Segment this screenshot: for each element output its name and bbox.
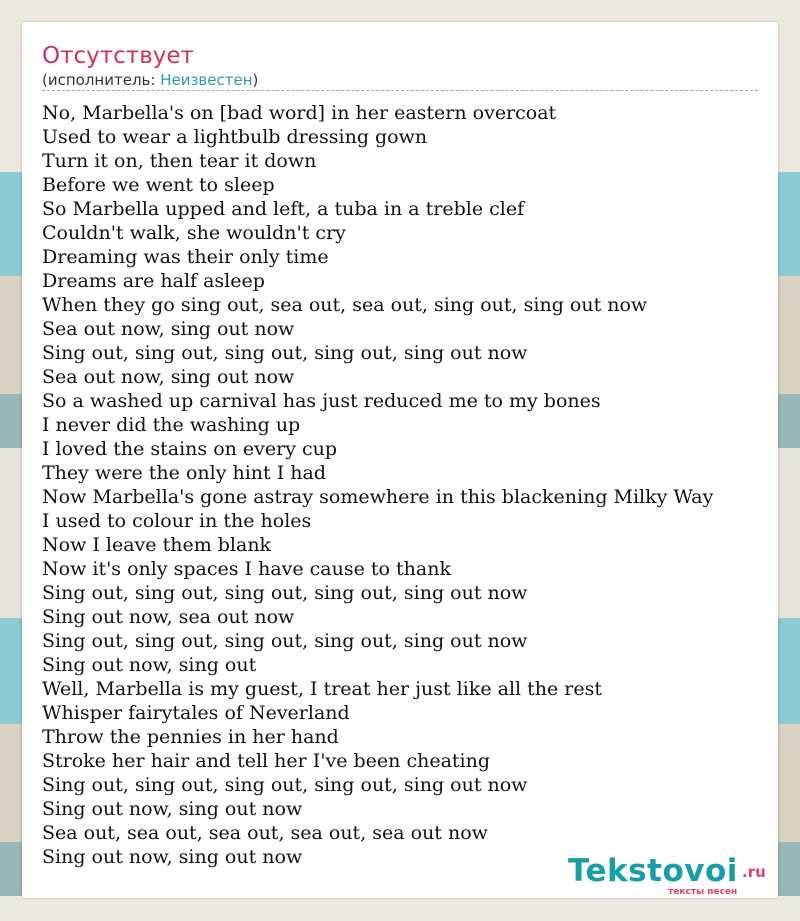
lyric-line: Sing out, sing out, sing out, sing out, sing out now <box>42 774 528 796</box>
lyric-line: No, Marbella's on [bad word] in her eastern overcoat <box>42 102 557 124</box>
lyric-line: Dreams are half asleep <box>42 270 265 292</box>
lyric-line: Now it's only spaces I have cause to thank <box>42 558 451 580</box>
lyrics-card <box>22 22 778 898</box>
lyric-line: I never did the washing up <box>42 414 301 436</box>
artist-link[interactable]: Неизвестен <box>160 71 253 89</box>
lyric-line: Sing out, sing out, sing out, sing out, sing out now <box>42 582 528 604</box>
logo-domain: .ru <box>742 863 766 881</box>
lyric-line: They were the only hint I had <box>42 462 326 484</box>
artist-line <box>42 70 258 90</box>
lyric-line: Sing out now, sing out now <box>42 846 303 868</box>
song-title: Отсутствует <box>42 43 194 69</box>
lyric-line: Sing out now, sing out now <box>42 798 303 820</box>
lyric-line: Sea out, sea out, sea out, sea out, sea out now <box>42 822 488 844</box>
lyric-line: Now I leave them blank <box>42 534 272 556</box>
lyric-line: Dreaming was their only time <box>42 246 329 268</box>
lyrics-text <box>42 101 713 869</box>
lyric-line: Used to wear a lightbulb dressing gown <box>42 126 428 148</box>
lyric-line: Before we went to sleep <box>42 174 275 196</box>
artist-prefix: (исполнитель: <box>42 71 161 89</box>
lyric-line: Whisper fairytales of Neverland <box>42 702 350 724</box>
lyric-line: Sing out now, sing out <box>42 654 257 676</box>
lyric-line: Sing out now, sea out now <box>42 606 295 628</box>
stripe-light <box>0 896 800 921</box>
lyric-line: So a washed up carnival has just reduced me to my bones <box>42 390 601 412</box>
artist-suffix: ) <box>252 71 259 89</box>
lyric-line: Turn it on, then tear it down <box>42 150 317 172</box>
lyric-line: Sea out now, sing out now <box>42 366 295 388</box>
logo-tagline: тексты песен <box>668 887 738 897</box>
lyric-line: Sing out, sing out, sing out, sing out, sing out now <box>42 630 528 652</box>
lyric-line: Stroke her hair and tell her I've been cheating <box>42 750 491 772</box>
lyric-line: I loved the stains on every cup <box>42 438 338 460</box>
lyric-line: Sing out, sing out, sing out, sing out, sing out now <box>42 342 528 364</box>
lyric-line: When they go sing out, sea out, sea out, sing out, sing out now <box>42 294 648 316</box>
logo-wordmark: Tekstovoi <box>568 853 738 889</box>
lyric-line: Couldn't walk, she wouldn't cry <box>42 222 346 244</box>
lyric-line: Throw the pennies in her hand <box>42 726 339 748</box>
lyric-line: Now Marbella's gone astray somewhere in this blackening Milky Way <box>42 486 714 508</box>
lyric-line: I used to colour in the holes <box>42 510 312 532</box>
lyric-line: Well, Marbella is my guest, I treat her just like all the rest <box>42 678 603 700</box>
lyric-line: Sea out now, sing out now <box>42 318 295 340</box>
title-divider <box>42 90 758 91</box>
site-logo[interactable] <box>568 853 778 897</box>
lyric-line: So Marbella upped and left, a tuba in a treble clef <box>42 198 525 220</box>
